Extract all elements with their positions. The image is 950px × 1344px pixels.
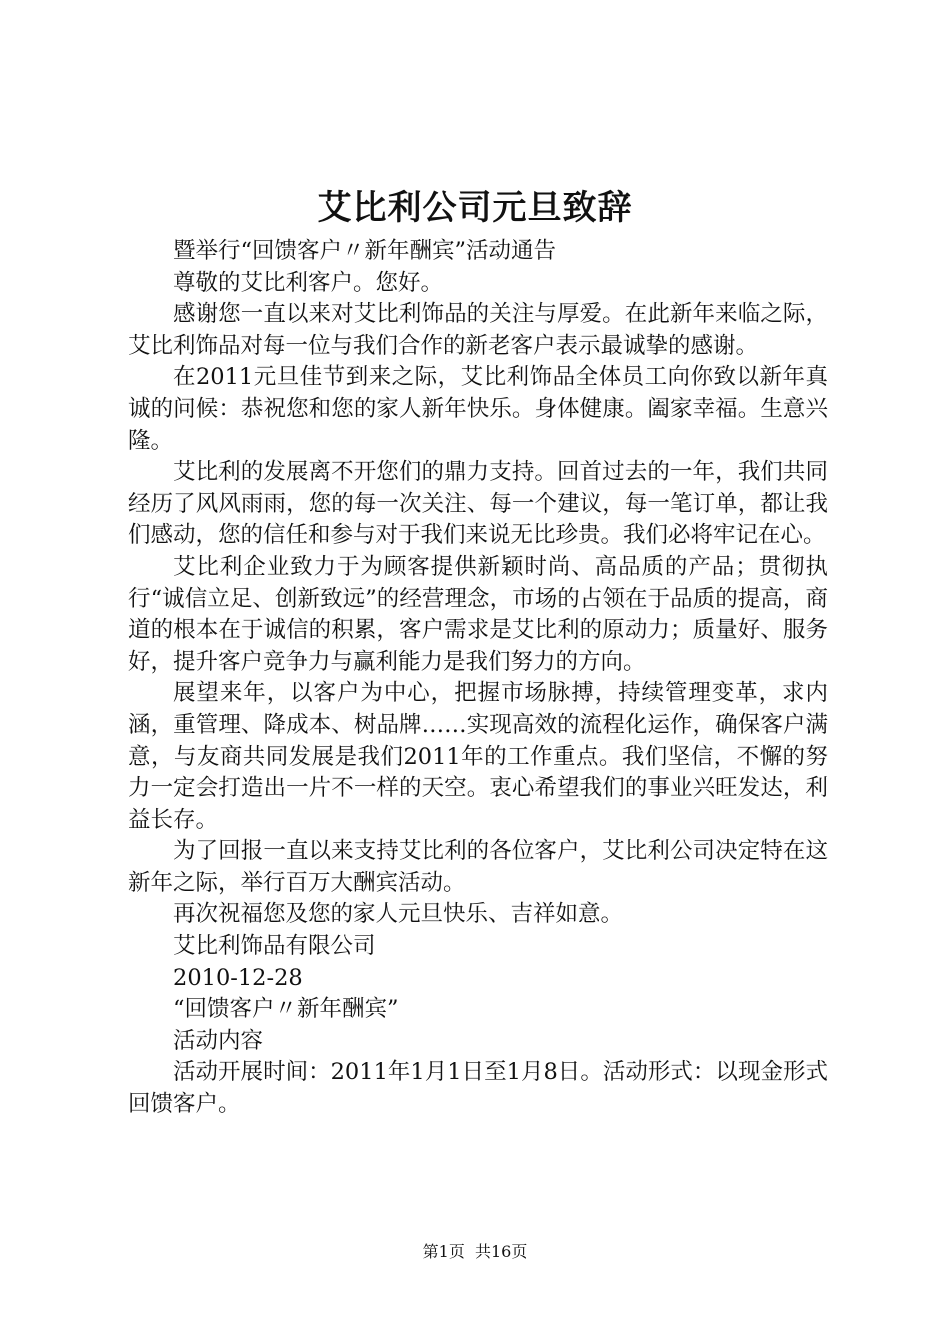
paragraph-thanks: 感谢您一直以来对艾比利饰品的关注与厚爱。在此新年来临之际，艾比利饰品对每一位与我们合作的新老客户表示最诚挚的感谢。 — [128, 301, 828, 359]
paragraph-event-announcement: 为了回报一直以来支持艾比利的各位客户，艾比利公司决定特在这新年之际，举行百万大酬宾活动。 — [128, 838, 828, 896]
page-footer — [0, 1240, 950, 1264]
paragraph-closing-wishes: 再次祝福您及您的家人元旦快乐、吉祥如意。 — [173, 901, 624, 928]
paragraph-signature-company: 艾比利饰品有限公司 — [173, 933, 376, 960]
paragraph-event-content-heading: 活动内容 — [173, 1027, 264, 1054]
document-body — [128, 236, 828, 1121]
paragraph-signature-date: 2010-12-28 — [173, 964, 303, 991]
paragraph-event-name: “回馈客户〃新年酬宾” — [173, 996, 399, 1023]
paragraph-subtitle: 暨举行“回馈客户〃新年酬宾”活动通告 — [173, 238, 557, 264]
paragraph-new-year-wishes: 在2011元旦佳节到来之际，艾比利饰品全体员工向你致以新年真诚的问候：恭祝您和您的家人新年快乐。身体健康。阖家幸福。生意兴隆。 — [128, 364, 828, 454]
document-title: 艾比利公司元旦致辞 — [317, 188, 633, 228]
page-number: 第1页 共16页 — [422, 1242, 528, 1261]
paragraph-review: 艾比利的发展离不开您们的鼎力支持。回首过去的一年，我们共同经历了风风雨雨，您的每一次关注、每一个建议，每一笔订单，都让我们感动，您的信任和参与对于我们来说无比珍贵。我们必将牢记在心。 — [128, 459, 828, 549]
paragraph-philosophy: 艾比利企业致力于为顾客提供新颖时尚、高品质的产品；贯彻执行“诚信立足、创新致远”的经营理念，市场的占领在于品质的提高，商道的根本在于诚信的积累，客户需求是艾比利的原动力；质量好、服务好，提升客户竞争力与赢利能力是我们努力的方向。 — [128, 553, 828, 675]
paragraph-greeting: 尊敬的艾比利客户。您好。 — [173, 269, 444, 296]
paragraph-event-details: 活动开展时间：2011年1月1日至1月8日。活动形式：以现金形式回馈客户。 — [128, 1059, 828, 1118]
paragraph-outlook: 展望来年，以客户为中心，把握市场脉搏，持续管理变革，求内涵，重管理、降成本、树品牌……实现高效的流程化运作，确保客户满意，与友商共同发展是我们2011年的工作重点。我们坚信，不懈的努力一定会打造出一片不一样的天空。衷心希望我们的事业兴旺发达，利益长存。 — [128, 680, 828, 833]
